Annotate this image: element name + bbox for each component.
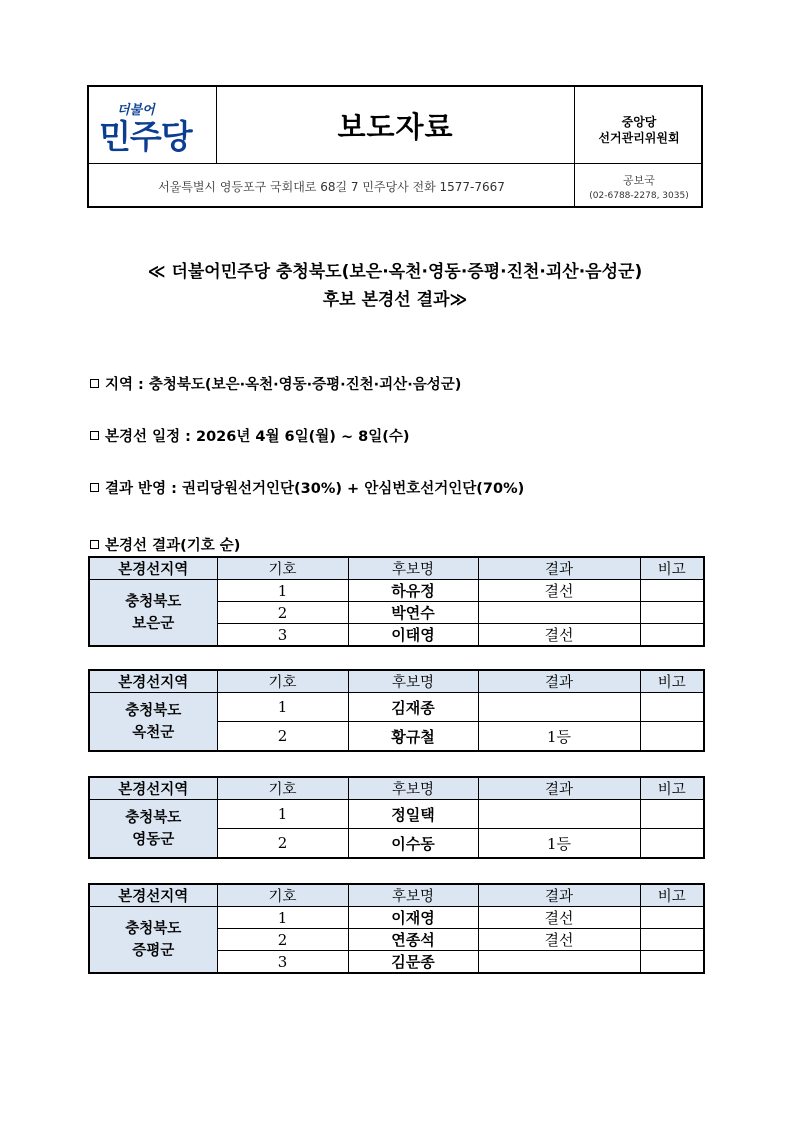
bullet-schedule [90, 425, 410, 446]
contact-cell [575, 164, 703, 208]
th-result: 결과 [478, 670, 640, 693]
candidate-number: 1 [217, 800, 348, 829]
candidate-name: 정일택 [348, 800, 478, 829]
th-region: 본경선지역 [89, 557, 217, 580]
checkbox-icon [90, 379, 99, 388]
candidate-number: 2 [217, 929, 348, 951]
candidate-note [640, 722, 704, 752]
candidate-note [640, 907, 704, 929]
th-result: 결과 [478, 777, 640, 800]
region-county: 영동군 [132, 831, 175, 848]
results-table-boeun [88, 556, 705, 647]
candidate-result: 결선 [478, 907, 640, 929]
table-row [89, 907, 704, 929]
committee-line2: 선거관리위원회 [598, 131, 680, 145]
results-table-jeungpyeong [88, 883, 705, 974]
candidate-note [640, 580, 704, 602]
candidate-note [640, 602, 704, 624]
th-region: 본경선지역 [89, 884, 217, 907]
bullet-method-text: 결과 반영 : 권리당원선거인단(30%) + 안심번호선거인단(70%) [105, 481, 525, 497]
th-region: 본경선지역 [89, 777, 217, 800]
candidate-number: 3 [217, 624, 348, 647]
th-result: 결과 [478, 557, 640, 580]
candidate-number: 1 [217, 907, 348, 929]
th-number: 기호 [217, 557, 348, 580]
candidate-note [640, 951, 704, 974]
dept-name: 공보국 [623, 174, 655, 187]
th-candidate: 후보명 [348, 557, 478, 580]
bullet-method [90, 477, 524, 498]
candidate-note [640, 693, 704, 722]
region-cell [89, 800, 217, 859]
bullet-region-text: 지역 : 충청북도(보은·옥천·영동·증평·진천·괴산·음성군) [105, 377, 462, 393]
candidate-name: 연종석 [348, 929, 478, 951]
address: 서울특별시 영등포구 국회대로 68길 7 민주당사 전화 1577-7667 [89, 164, 575, 208]
region-province: 충청북도 [125, 809, 182, 826]
region-province: 충청북도 [125, 702, 182, 719]
committee-cell [575, 87, 703, 164]
th-candidate: 후보명 [348, 670, 478, 693]
th-note: 비고 [640, 884, 704, 907]
region-cell [89, 693, 217, 752]
bullet-schedule-text: 본경선 일정 : 2026년 4월 6일(월) ~ 8일(수) [105, 429, 410, 445]
candidate-note [640, 929, 704, 951]
th-note: 비고 [640, 557, 704, 580]
results-table-okcheon [88, 669, 705, 752]
candidate-note [640, 624, 704, 647]
doc-title-cell [217, 87, 575, 164]
candidate-note [640, 800, 704, 829]
logo-small-text: 더불어 [117, 103, 155, 118]
candidate-result: 결선 [478, 624, 640, 647]
candidate-result: 결선 [478, 580, 640, 602]
candidate-number: 2 [217, 829, 348, 859]
candidate-number: 3 [217, 951, 348, 974]
th-number: 기호 [217, 777, 348, 800]
doc-title: 보도자료 [337, 109, 454, 144]
dept-phone: (02-6788-2278, 3035) [589, 191, 689, 201]
candidate-result: 결선 [478, 929, 640, 951]
region-province: 충청북도 [125, 593, 182, 610]
region-province: 충청북도 [125, 920, 182, 937]
bullet-results-text: 본경선 결과(기호 순) [105, 538, 241, 554]
region-cell [89, 580, 217, 647]
candidate-name: 이태영 [348, 624, 478, 647]
th-number: 기호 [217, 670, 348, 693]
headline-line2: 후보 본경선 결과≫ [322, 290, 468, 310]
checkbox-icon [90, 431, 99, 440]
candidate-result: 1등 [478, 722, 640, 752]
candidate-name: 김재종 [348, 693, 478, 722]
candidate-name: 이수동 [348, 829, 478, 859]
party-logo [89, 87, 217, 164]
bullet-results [90, 534, 240, 555]
th-note: 비고 [640, 777, 704, 800]
table-row [89, 800, 704, 829]
th-candidate: 후보명 [348, 884, 478, 907]
results-table-yeongdong [88, 776, 705, 859]
checkbox-icon [90, 483, 99, 492]
table-row [89, 580, 704, 602]
checkbox-icon [90, 540, 99, 549]
candidate-result [478, 951, 640, 974]
candidate-note [640, 829, 704, 859]
region-county: 보은군 [132, 615, 175, 632]
bullet-region [90, 373, 461, 394]
headline-line1: ≪ 더불어민주당 충청북도(보은·옥천·영동·증평·진천·괴산·음성군) [147, 262, 643, 282]
candidate-number: 1 [217, 693, 348, 722]
candidate-name: 박연수 [348, 602, 478, 624]
th-number: 기호 [217, 884, 348, 907]
region-cell [89, 907, 217, 974]
candidate-number: 1 [217, 580, 348, 602]
th-candidate: 후보명 [348, 777, 478, 800]
committee-line1: 중앙당 [621, 115, 657, 129]
candidate-name: 하유정 [348, 580, 478, 602]
candidate-name: 김문종 [348, 951, 478, 974]
candidate-name: 이재영 [348, 907, 478, 929]
region-county: 증평군 [132, 942, 175, 959]
candidate-result [478, 693, 640, 722]
table-row [89, 693, 704, 722]
th-result: 결과 [478, 884, 640, 907]
candidate-result [478, 602, 640, 624]
candidate-number: 2 [217, 722, 348, 752]
candidate-result: 1등 [478, 829, 640, 859]
press-header [87, 85, 703, 208]
candidate-result [478, 800, 640, 829]
region-county: 옥천군 [132, 724, 175, 741]
logo-main-text: 민주당 [99, 117, 192, 156]
th-note: 비고 [640, 670, 704, 693]
th-region: 본경선지역 [89, 670, 217, 693]
candidate-name: 황규철 [348, 722, 478, 752]
candidate-number: 2 [217, 602, 348, 624]
